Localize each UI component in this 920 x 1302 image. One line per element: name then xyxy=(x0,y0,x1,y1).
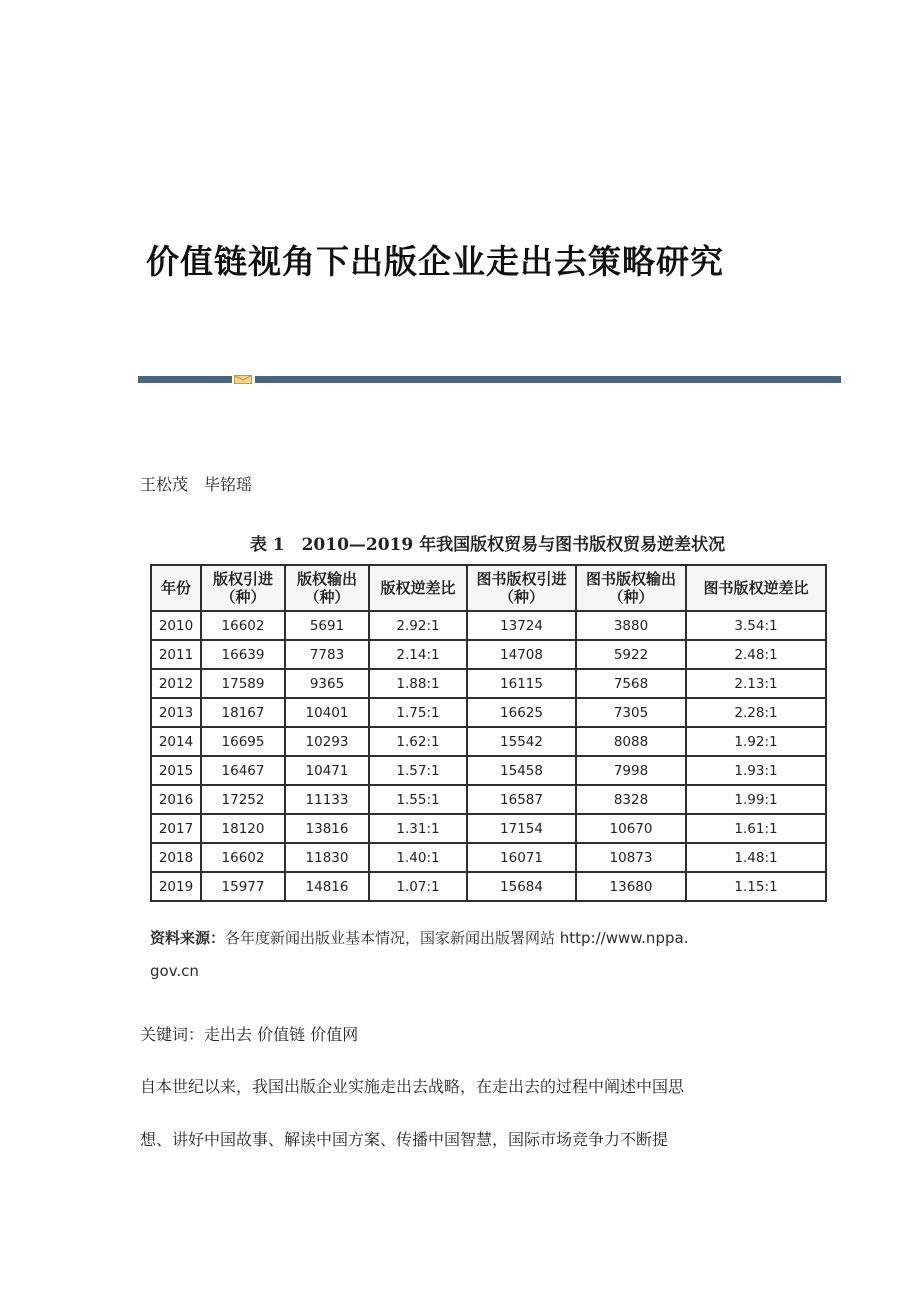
table-cell: 7568 xyxy=(576,669,686,698)
table-cell: 8088 xyxy=(576,727,686,756)
table-row xyxy=(151,872,826,901)
table-cell: 1.07:1 xyxy=(369,872,467,901)
table-cell: 13816 xyxy=(285,814,369,843)
table-cell: 3880 xyxy=(576,611,686,640)
table-header-cell: 年份 xyxy=(151,565,201,611)
envelope-icon xyxy=(234,375,252,384)
table-cell: 14816 xyxy=(285,872,369,901)
table-cell: 10670 xyxy=(576,814,686,843)
keyword-item: 价值链 xyxy=(257,1025,306,1044)
table-cell: 1.99:1 xyxy=(686,785,826,814)
table-cell: 10873 xyxy=(576,843,686,872)
paper-title: 价值链视角下出版企业走出去策略研究 xyxy=(146,242,724,282)
table-header-cell: 图书版权逆差比 xyxy=(686,565,826,611)
table-cell: 7305 xyxy=(576,698,686,727)
table-cell: 2012 xyxy=(151,669,201,698)
table-header-cell: 版权逆差比 xyxy=(369,565,467,611)
table-cell: 1.40:1 xyxy=(369,843,467,872)
table-cell: 3.54:1 xyxy=(686,611,826,640)
divider-right-bar xyxy=(255,376,841,383)
table-cell: 15458 xyxy=(467,756,576,785)
source-label: 资料来源： xyxy=(150,929,226,947)
table-cell: 8328 xyxy=(576,785,686,814)
source-text: 各年度新闻出版业基本情况，国家新闻出版署网站 http://www.nppa. xyxy=(225,929,689,947)
table-body xyxy=(151,611,826,901)
body-text-line: 自本世纪以来，我国出版企业实施走出去战略，在走出去的过程中阐述中国思 xyxy=(140,1077,685,1096)
table-cell: 1.55:1 xyxy=(369,785,467,814)
table-cell: 1.57:1 xyxy=(369,756,467,785)
copyright-trade-table xyxy=(150,564,827,902)
table-cell: 1.15:1 xyxy=(686,872,826,901)
table-cell: 2011 xyxy=(151,640,201,669)
table-cell: 13724 xyxy=(467,611,576,640)
keyword-item: 价值网 xyxy=(310,1025,359,1044)
table-cell: 15684 xyxy=(467,872,576,901)
table-cell: 9365 xyxy=(285,669,369,698)
table-cell: 16071 xyxy=(467,843,576,872)
table-cell: 1.61:1 xyxy=(686,814,826,843)
table-cell: 10293 xyxy=(285,727,369,756)
table-cell: 10401 xyxy=(285,698,369,727)
source-text-continued: gov.cn xyxy=(150,962,199,980)
table-cell: 17589 xyxy=(201,669,285,698)
table-cell: 2.13:1 xyxy=(686,669,826,698)
table-row xyxy=(151,698,826,727)
table-cell: 2.92:1 xyxy=(369,611,467,640)
table-row xyxy=(151,640,826,669)
divider-left-bar xyxy=(138,376,232,383)
table-cell: 1.92:1 xyxy=(686,727,826,756)
table-row xyxy=(151,727,826,756)
table-caption: 表 1 2010—2019 年我国版权贸易与图书版权贸易逆差状况 xyxy=(249,535,726,555)
body-paragraph xyxy=(140,1072,790,1178)
table-header-cell: 图书版权输出 （种） xyxy=(576,565,686,611)
table-header-cell: 图书版权引进 （种） xyxy=(467,565,576,611)
table-cell: 16625 xyxy=(467,698,576,727)
table-cell: 16639 xyxy=(201,640,285,669)
table-cell: 2.28:1 xyxy=(686,698,826,727)
table-cell: 2010 xyxy=(151,611,201,640)
table-cell: 1.62:1 xyxy=(369,727,467,756)
keywords-line xyxy=(140,1022,358,1045)
table-cell: 11133 xyxy=(285,785,369,814)
body-text-line: 想、讲好中国故事、解读中国方案、传播中国智慧，国际市场竞争力不断提 xyxy=(140,1130,669,1149)
keywords-label: 关键词： xyxy=(140,1025,205,1044)
table-source xyxy=(150,922,840,988)
table-cell: 15542 xyxy=(467,727,576,756)
table-cell: 2016 xyxy=(151,785,201,814)
table-header-row xyxy=(151,565,826,611)
table-cell: 2017 xyxy=(151,814,201,843)
table-row xyxy=(151,785,826,814)
table-row xyxy=(151,669,826,698)
table-cell: 2019 xyxy=(151,872,201,901)
table-cell: 1.31:1 xyxy=(369,814,467,843)
table-cell: 16602 xyxy=(201,611,285,640)
table-cell: 16587 xyxy=(467,785,576,814)
table-cell: 16602 xyxy=(201,843,285,872)
table-cell: 2013 xyxy=(151,698,201,727)
table-cell: 15977 xyxy=(201,872,285,901)
table-cell: 1.93:1 xyxy=(686,756,826,785)
table-cell: 5922 xyxy=(576,640,686,669)
table-header-cell: 版权引进 （种） xyxy=(201,565,285,611)
table-cell: 1.48:1 xyxy=(686,843,826,872)
table-row xyxy=(151,756,826,785)
table-cell: 2014 xyxy=(151,727,201,756)
keyword-item: 走出去 xyxy=(204,1025,253,1044)
author-line: 王松茂 毕铭瑶 xyxy=(140,475,253,494)
table-row xyxy=(151,611,826,640)
table-cell: 14708 xyxy=(467,640,576,669)
table-row xyxy=(151,843,826,872)
table-cell: 2.14:1 xyxy=(369,640,467,669)
table-cell: 16695 xyxy=(201,727,285,756)
table-cell: 1.75:1 xyxy=(369,698,467,727)
table-cell: 7783 xyxy=(285,640,369,669)
table-cell: 2018 xyxy=(151,843,201,872)
table-cell: 7998 xyxy=(576,756,686,785)
table-header-cell: 版权输出 （种） xyxy=(285,565,369,611)
table-cell: 18167 xyxy=(201,698,285,727)
table-cell: 2015 xyxy=(151,756,201,785)
table-cell: 11830 xyxy=(285,843,369,872)
table-cell: 10471 xyxy=(285,756,369,785)
table-cell: 16467 xyxy=(201,756,285,785)
table-cell: 5691 xyxy=(285,611,369,640)
table-cell: 16115 xyxy=(467,669,576,698)
table-row xyxy=(151,814,826,843)
table-cell: 1.88:1 xyxy=(369,669,467,698)
table-cell: 17154 xyxy=(467,814,576,843)
table-cell: 13680 xyxy=(576,872,686,901)
title-divider xyxy=(138,375,841,384)
table-cell: 18120 xyxy=(201,814,285,843)
table-cell: 17252 xyxy=(201,785,285,814)
table-cell: 2.48:1 xyxy=(686,640,826,669)
